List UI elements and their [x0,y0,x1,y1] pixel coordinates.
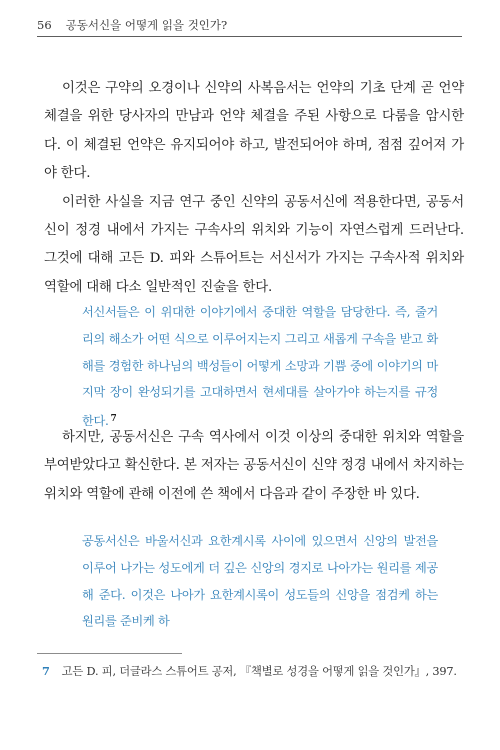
footnote-rule [37,653,182,654]
book-title: 공동서신을 어떻게 읽을 것인가? [65,18,228,32]
paragraph-3: 하지만, 공동서신은 구속 역사에서 이것 이상의 중대한 위치와 역할을 부여받았다고 확신한다. 본 저자는 공동서신이 신약 정경 내에서 차지하는 위치와 역할에 관해 이전에 쓴 책에서 다음과 같이 주장한 바 있다. [44,430,464,502]
block-quote-1 [82,299,438,435]
body-block-2 [44,424,464,509]
quote-1-text [82,299,438,435]
paragraph-2: 이러한 사실을 지금 연구 중인 신약의 공동서신에 적용한다면, 공동서신이 정경 내에서 가지는 구속사의 위치와 기능이 자연스럽게 드러난다. 그것에 대해 고든 D. 피와 스튜어트는 서신서가 가지는 구속사적 위치와 역할에 대해 다소 일반적인 진술을 한다. [44,194,464,295]
running-header [37,17,227,33]
quote-2-text: 공동서신은 바울서신과 요한계시록 사이에 있으면서 신앙의 발전을 이루어 나가는 성도에게 더 깊은 신앙의 경지로 나아가는 원리를 제공해 준다. 이것은 나아가 요한계시록이 성도들의 신앙을 점검케 하는 원리를 준비케 하 [82,534,438,629]
body-block-1 [44,75,464,302]
footnote-ref-7[interactable]: 7 [110,414,117,425]
block-quote-2 [82,528,438,635]
paragraph-1: 이것은 구약의 오경이나 신약의 사복음서는 언약의 기초 단계 곧 언약 체결을 위한 당사자의 만남과 언약 체결을 주된 사항으로 다룸을 암시한다. 이 체결된 언약은 유지되어야 하고, 발전되어야 하며, 점점 깊어져 가야 한다. [44,81,464,182]
footnote-number: 7 [42,664,50,678]
footnote-text: 고든 D. 피, 더글라스 스튜어트 공저, 『책별로 성경을 어떻게 읽을 것인가』, 397. [61,665,457,678]
page-number: 56 [37,18,52,32]
footnote [42,663,457,679]
quote-1-body: 서신서들은 이 위대한 이야기에서 중대한 역할을 담당한다. 즉, 줄거리의 해소가 어떤 식으로 이루어지는지 그리고 새롭게 구속을 받고 화해를 경험한 하나님의 백성들이 어떻게 소망과 기쁨 중에 이야기의 마지막 장이 완성되기를 고대하면서 현세대를 살아가야 하는지를 규정한다. [82,305,438,429]
header-rule [37,36,462,37]
